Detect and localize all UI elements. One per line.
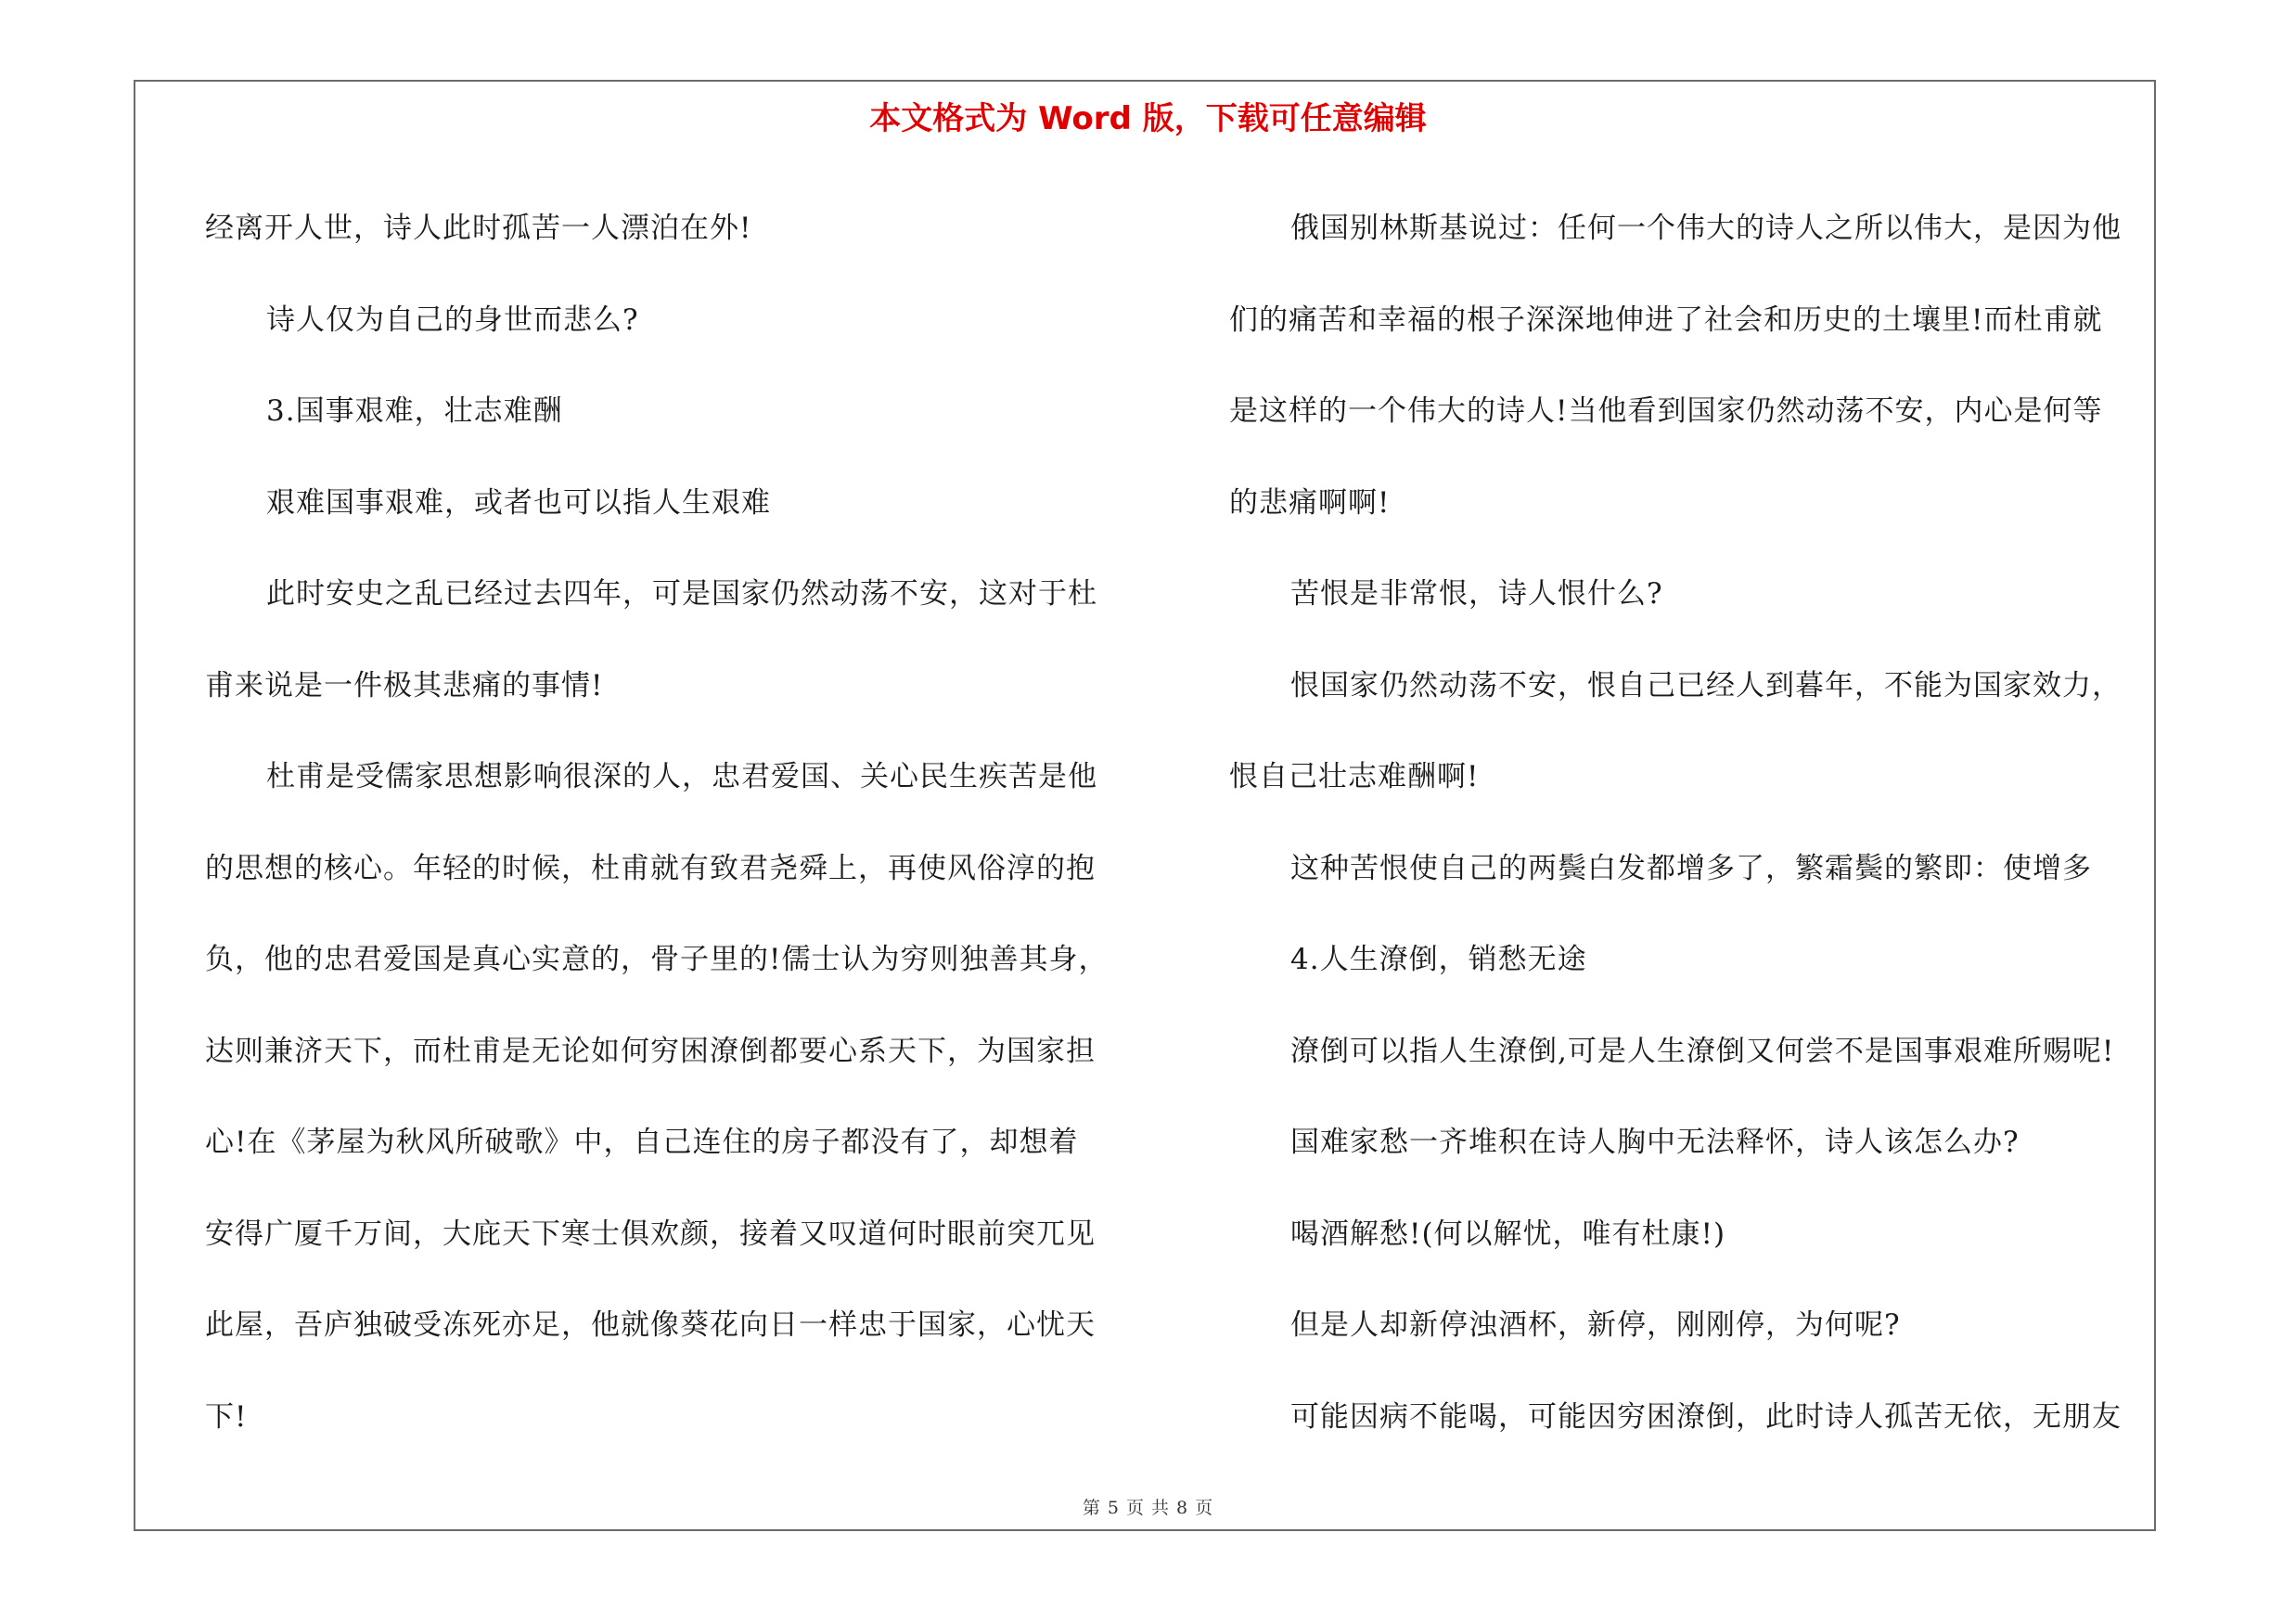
paragraph-line: 苦恨是非常恨，诗人恨什么?: [1290, 577, 1663, 611]
paragraph-line: 负，他的忠君爱国是真心实意的，骨子里的!儒士认为穷则独善其身，: [205, 943, 1109, 976]
paragraph-line: 国难家愁一齐堆积在诗人胸中无法释怀，诗人该怎么办?: [1290, 1126, 2020, 1159]
paragraph-line: 恨国家仍然动荡不安，恨自己已经人到暮年，不能为国家效力，: [1290, 668, 2122, 702]
paragraph-line: 可能因病不能喝，可能因穷困潦倒，此时诗人孤苦无依，无朋友: [1290, 1399, 2122, 1434]
left-column: [205, 183, 1108, 1462]
paragraph-line: 的悲痛啊啊!: [1229, 485, 1391, 520]
page-number: 第 5 页 共 8 页: [1082, 1498, 1214, 1518]
paragraph-line: 3.国事艰难，壮志难酬: [266, 394, 563, 428]
paragraph-line: 恨自己壮志难酬啊!: [1229, 760, 1480, 793]
paragraph-line: 达则兼济天下，而杜甫是无论如何穷困潦倒都要心系天下，为国家担: [205, 1034, 1096, 1068]
paragraph-line: 经离开人世，诗人此时孤苦一人漂泊在外!: [205, 212, 752, 245]
paragraph-line: 杜甫是受儒家思想影响很深的人，忠君爱国、关心民生疾苦是他: [266, 760, 1097, 793]
document-header: 本文格式为 Word 版，下载可任意编辑: [869, 100, 1427, 137]
paragraph-line: 是这样的一个伟大的诗人!当他看到国家仍然动荡不安，内心是何等: [1229, 394, 2103, 428]
paragraph-line: 诗人仅为自己的身世而悲么?: [266, 303, 639, 337]
paragraph-line: 安得广厦千万间，大庇天下寒士俱欢颜，接着又叹道何时眼前突兀见: [205, 1217, 1096, 1251]
paragraph-line: 艰难国事艰难，或者也可以指人生艰难: [266, 485, 771, 520]
paragraph-line: 下!: [205, 1399, 248, 1434]
paragraph-line: 此屋，吾庐独破受冻死亦足，他就像葵花向日一样忠于国家，心忧天: [205, 1308, 1096, 1342]
paragraph-line: 4.人生潦倒，销愁无途: [1290, 943, 1587, 976]
paragraph-line: 的思想的核心。年轻的时候，杜甫就有致君尧舜上，再使风俗淳的抱: [205, 851, 1096, 885]
right-column: [1229, 183, 2122, 1462]
paragraph-line: 心!在《茅屋为秋风所破歌》中，自己连住的房子都没有了，却想着: [205, 1126, 1079, 1159]
paragraph-line: 这种苦恨使自己的两鬓白发都增多了，繁霜鬓的繁即：使增多: [1290, 851, 2092, 885]
paragraph-line: 喝酒解愁!(何以解忧，唯有杜康!): [1290, 1217, 1726, 1251]
paragraph-line: 甫来说是一件极其悲痛的事情!: [205, 668, 604, 702]
paragraph-line: 但是人却新停浊酒杯，新停，刚刚停，为何呢?: [1290, 1308, 1901, 1342]
paragraph-line: 俄国别林斯基说过：任何一个伟大的诗人之所以伟大，是因为他: [1290, 212, 2122, 245]
paragraph-line: 们的痛苦和幸福的根子深深地伸进了社会和历史的土壤里!而杜甫就: [1229, 303, 2103, 337]
paragraph-line: 此时安史之乱已经过去四年，可是国家仍然动荡不安，这对于杜: [266, 577, 1097, 611]
paragraph-line: 潦倒可以指人生潦倒,可是人生潦倒又何尝不是国事艰难所赐呢!: [1290, 1034, 2115, 1068]
